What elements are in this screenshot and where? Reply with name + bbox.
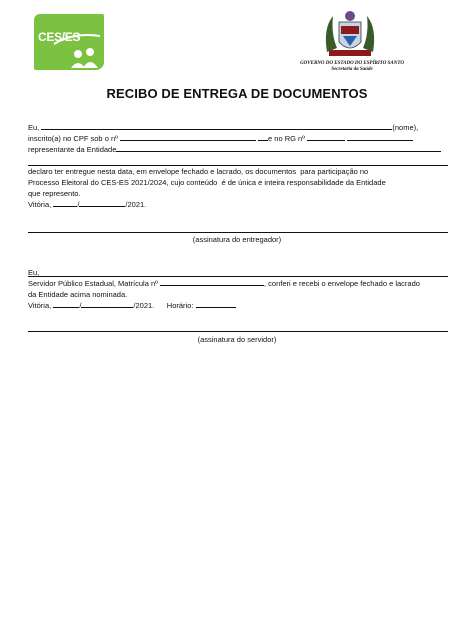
cpf-field[interactable] (120, 133, 256, 141)
ces-es-logo (34, 14, 104, 70)
line-matricula: Servidor Público Estadual, Matrícula nº , conferi e recebi o envelope fechado e lacrado (28, 279, 420, 288)
declaration-text (28, 166, 448, 210)
day-field-2[interactable] (53, 300, 79, 308)
document-title: RECIBO DE ENTREGA DE DOCUMENTOS (106, 86, 368, 101)
horario-field[interactable] (196, 300, 236, 308)
name-field[interactable] (41, 122, 348, 130)
declaration-line-2: Processo Eleitoral do CES-ES 2021/2024, cujo conteúdo é de única e inteira responsabilidade da Entidade (28, 178, 386, 187)
government-line: GOVERNO DO ESTADO DO ESPÍRITO SANTO (300, 61, 404, 66)
month-field-2[interactable] (81, 300, 133, 308)
ces-logo-text: CES/ES (38, 30, 81, 44)
rg-field-extra[interactable] (347, 133, 413, 141)
rg-field[interactable] (307, 133, 345, 141)
line-eu-nome: Eu, (nome), (28, 123, 419, 132)
declaration-line-3: que represento. (28, 189, 81, 198)
declaration-line-1: declaro ter entregue nesta data, em envelope fechado e lacrado, os documentos para participação no (28, 167, 369, 176)
matricula-field[interactable] (160, 278, 264, 286)
secretaria-line: Secretaria da Saúde (331, 67, 373, 72)
entidade-nominada-line: da Entidade acima nominada. (28, 290, 128, 299)
signature-line-servidor[interactable] (28, 331, 448, 332)
date-line-2: Vitória, / /2021. Horário: (28, 300, 448, 311)
coat-of-arms-icon (321, 8, 379, 60)
servidor-name-line[interactable] (28, 276, 448, 277)
delivery-section (28, 122, 448, 155)
day-field[interactable] (53, 199, 77, 207)
month-field[interactable] (79, 199, 125, 207)
signature-caption-entregador: (assinatura do entregador) (192, 235, 282, 244)
line-eu-servidor: Eu, (28, 268, 40, 277)
date-line-1: Vitória, / /2021. (28, 200, 147, 209)
signature-caption-servidor: (assinatura do servidor) (197, 335, 277, 344)
line-representante: representante da Entidade (28, 144, 448, 155)
entidade-field[interactable] (116, 144, 441, 152)
line-cpf-rg: inscrito(a) no CPF sob o nº e no RG nº (28, 133, 448, 144)
government-header (282, 61, 422, 73)
receipt-text (28, 278, 448, 311)
signature-line-entregador[interactable] (28, 232, 448, 233)
name-field-end[interactable] (348, 122, 392, 130)
